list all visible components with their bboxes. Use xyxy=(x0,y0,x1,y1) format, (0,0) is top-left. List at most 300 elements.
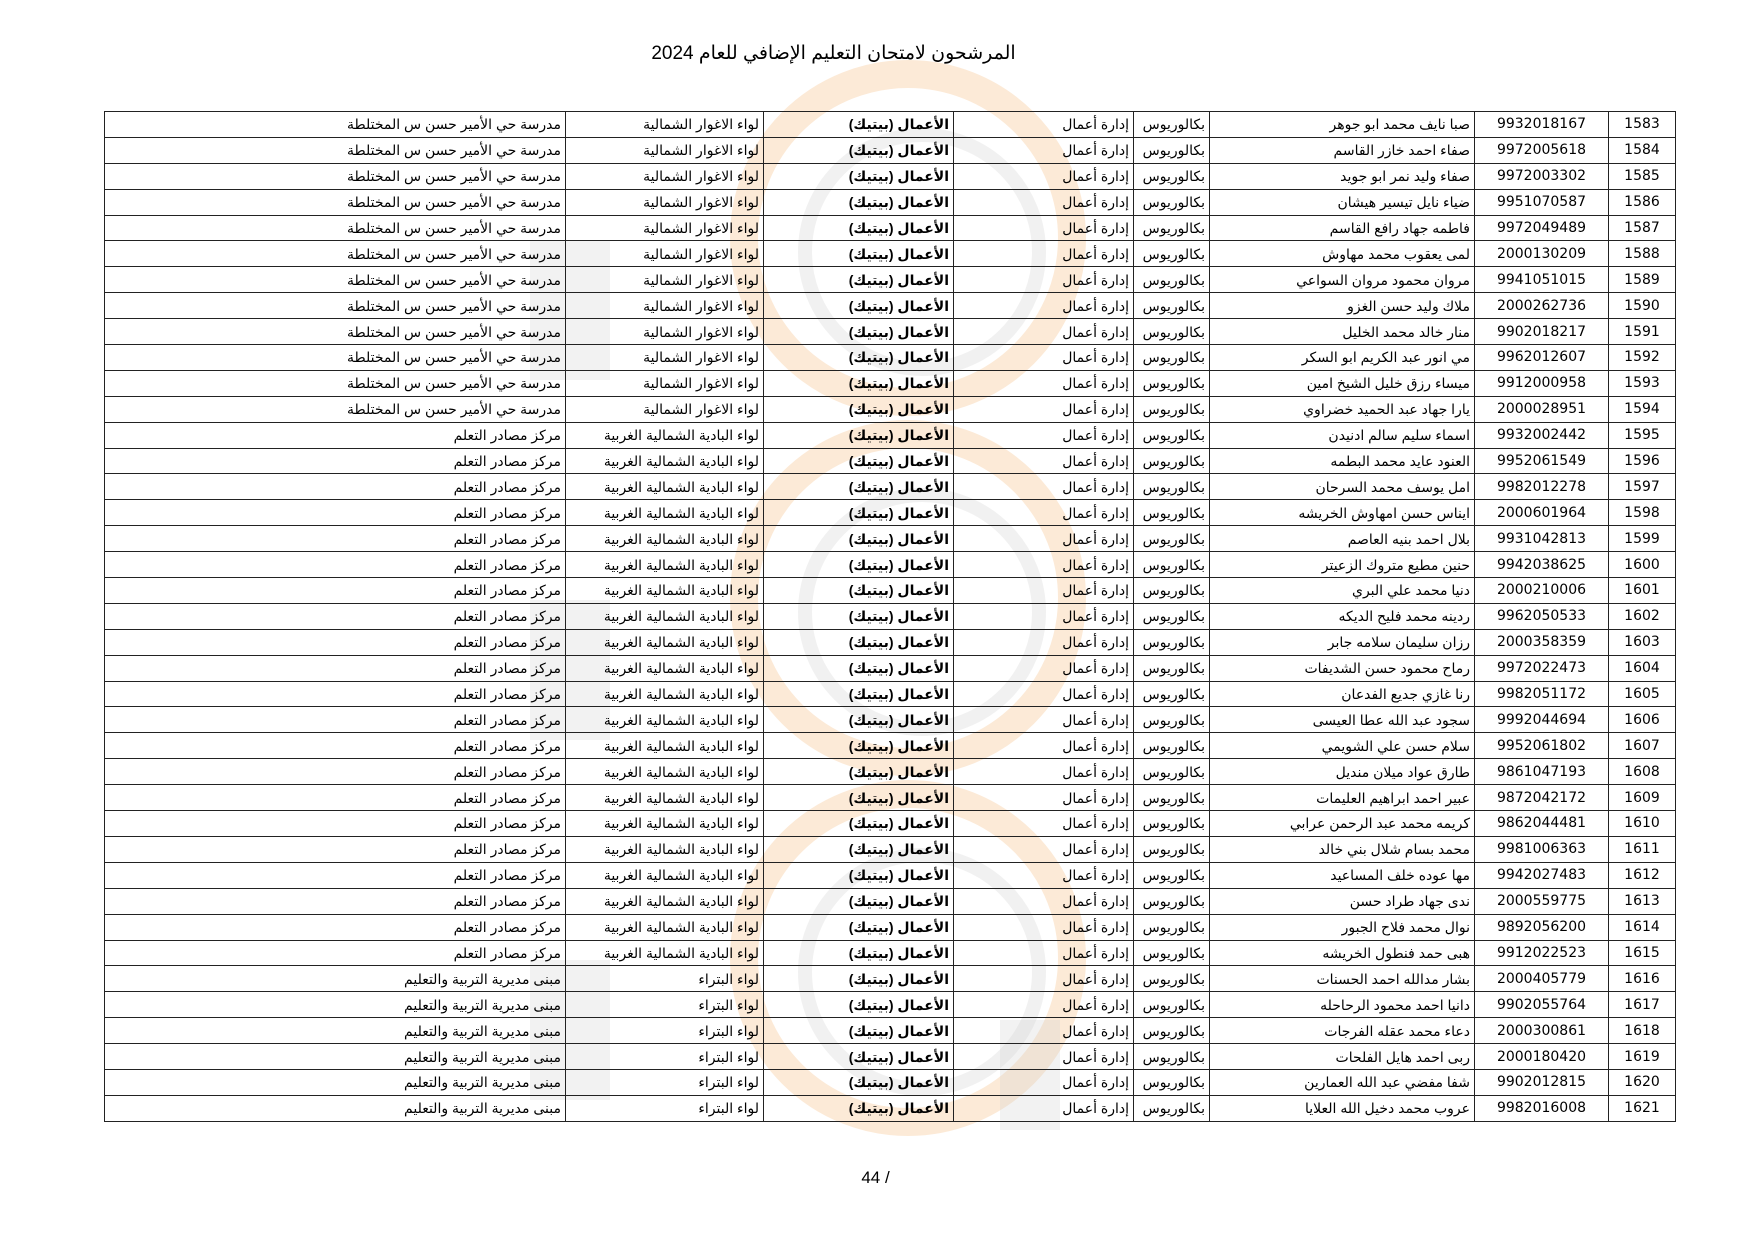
seq-cell: 1616 xyxy=(1609,966,1676,992)
national-id-cell: 2000300861 xyxy=(1475,1018,1609,1044)
specialization-cell: الأعمال (بيتيك) xyxy=(764,474,954,500)
document-title: المرشحون لامتحان التعليم الإضافي للعام 2024 xyxy=(651,43,1016,64)
specialization-cell: الأعمال (بيتيك) xyxy=(764,396,954,422)
branch-cell: إدارة أعمال xyxy=(954,241,1134,267)
national-id-cell: 9962012607 xyxy=(1475,345,1609,371)
directorate-cell: لواء الاغوار الشمالية xyxy=(566,163,764,189)
table-row xyxy=(105,241,1676,267)
seq-cell: 1620 xyxy=(1609,1069,1676,1095)
name-cell: طارق عواد ميلان منديل xyxy=(1210,759,1475,785)
seq-cell: 1596 xyxy=(1609,448,1676,474)
branch-cell: إدارة أعمال xyxy=(954,785,1134,811)
specialization-cell: الأعمال (بيتيك) xyxy=(764,241,954,267)
degree-cell: بكالوريوس xyxy=(1134,163,1210,189)
degree-cell: بكالوريوس xyxy=(1134,1018,1210,1044)
name-cell: مي انور عبد الكريم ابو السكر xyxy=(1210,345,1475,371)
directorate-cell: لواء البتراء xyxy=(566,1044,764,1070)
degree-cell: بكالوريوس xyxy=(1134,707,1210,733)
exam-center-cell: مركز مصادر التعلم xyxy=(105,733,566,759)
degree-cell: بكالوريوس xyxy=(1134,629,1210,655)
exam-center-cell: مركز مصادر التعلم xyxy=(105,655,566,681)
name-cell: صبا نايف محمد ابو جوهر xyxy=(1210,112,1475,138)
directorate-cell: لواء البادية الشمالية الغربية xyxy=(566,578,764,604)
national-id-cell: 9982016008 xyxy=(1475,1095,1609,1121)
name-cell: ردينه محمد فليح الديكه xyxy=(1210,603,1475,629)
national-id-cell: 2000130209 xyxy=(1475,241,1609,267)
branch-cell: إدارة أعمال xyxy=(954,966,1134,992)
national-id-cell: 9952061549 xyxy=(1475,448,1609,474)
specialization-cell: الأعمال (بيتيك) xyxy=(764,655,954,681)
seq-cell: 1617 xyxy=(1609,992,1676,1018)
degree-cell: بكالوريوس xyxy=(1134,189,1210,215)
seq-cell: 1613 xyxy=(1609,888,1676,914)
exam-center-cell: مركز مصادر التعلم xyxy=(105,811,566,837)
branch-cell: إدارة أعمال xyxy=(954,914,1134,940)
exam-center-cell: مبنى مديرية التربية والتعليم xyxy=(105,1018,566,1044)
name-cell: العنود عايد محمد البطمه xyxy=(1210,448,1475,474)
seq-cell: 1600 xyxy=(1609,552,1676,578)
specialization-cell: الأعمال (بيتيك) xyxy=(764,293,954,319)
seq-cell: 1614 xyxy=(1609,914,1676,940)
directorate-cell: لواء البادية الشمالية الغربية xyxy=(566,914,764,940)
specialization-cell: الأعمال (بيتيك) xyxy=(764,888,954,914)
table-row xyxy=(105,137,1676,163)
exam-center-cell: مدرسة حي الأمير حسن س المختلطة xyxy=(105,267,566,293)
specialization-cell: الأعمال (بيتيك) xyxy=(764,189,954,215)
national-id-cell: 2000262736 xyxy=(1475,293,1609,319)
branch-cell: إدارة أعمال xyxy=(954,474,1134,500)
national-id-cell: 9992044694 xyxy=(1475,707,1609,733)
branch-cell: إدارة أعمال xyxy=(954,655,1134,681)
name-cell: ضياء نايل تيسير هيشان xyxy=(1210,189,1475,215)
specialization-cell: الأعمال (بيتيك) xyxy=(764,836,954,862)
directorate-cell: لواء البادية الشمالية الغربية xyxy=(566,552,764,578)
seq-cell: 1595 xyxy=(1609,422,1676,448)
directorate-cell: لواء البادية الشمالية الغربية xyxy=(566,448,764,474)
national-id-cell: 9972005618 xyxy=(1475,137,1609,163)
specialization-cell: الأعمال (بيتيك) xyxy=(764,370,954,396)
name-cell: هبى حمد فنطول الخريشه xyxy=(1210,940,1475,966)
branch-cell: إدارة أعمال xyxy=(954,112,1134,138)
seq-cell: 1607 xyxy=(1609,733,1676,759)
branch-cell: إدارة أعمال xyxy=(954,163,1134,189)
name-cell: امل يوسف محمد السرحان xyxy=(1210,474,1475,500)
branch-cell: إدارة أعمال xyxy=(954,707,1134,733)
table-row xyxy=(105,836,1676,862)
table-row xyxy=(105,319,1676,345)
name-cell: دانيا احمد محمود الرحاحله xyxy=(1210,992,1475,1018)
exam-center-cell: مركز مصادر التعلم xyxy=(105,707,566,733)
candidates-table xyxy=(104,111,1676,1122)
seq-cell: 1597 xyxy=(1609,474,1676,500)
table-row xyxy=(105,862,1676,888)
seq-cell: 1609 xyxy=(1609,785,1676,811)
name-cell: صفاء وليد نمر ابو جويد xyxy=(1210,163,1475,189)
branch-cell: إدارة أعمال xyxy=(954,448,1134,474)
directorate-cell: لواء البادية الشمالية الغربية xyxy=(566,422,764,448)
degree-cell: بكالوريوس xyxy=(1134,733,1210,759)
degree-cell: بكالوريوس xyxy=(1134,888,1210,914)
specialization-cell: الأعمال (بيتيك) xyxy=(764,992,954,1018)
specialization-cell: الأعمال (بيتيك) xyxy=(764,578,954,604)
seq-cell: 1604 xyxy=(1609,655,1676,681)
degree-cell: بكالوريوس xyxy=(1134,1044,1210,1070)
table-row xyxy=(105,681,1676,707)
national-id-cell: 9912000958 xyxy=(1475,370,1609,396)
directorate-cell: لواء البادية الشمالية الغربية xyxy=(566,836,764,862)
exam-center-cell: مركز مصادر التعلم xyxy=(105,888,566,914)
directorate-cell: لواء البادية الشمالية الغربية xyxy=(566,681,764,707)
exam-center-cell: مبنى مديرية التربية والتعليم xyxy=(105,1069,566,1095)
national-id-cell: 9962050533 xyxy=(1475,603,1609,629)
exam-center-cell: مركز مصادر التعلم xyxy=(105,448,566,474)
seq-cell: 1588 xyxy=(1609,241,1676,267)
table-row xyxy=(105,112,1676,138)
national-id-cell: 9981006363 xyxy=(1475,836,1609,862)
branch-cell: إدارة أعمال xyxy=(954,1095,1134,1121)
degree-cell: بكالوريوس xyxy=(1134,1069,1210,1095)
specialization-cell: الأعمال (بيتيك) xyxy=(764,1095,954,1121)
exam-center-cell: مركز مصادر التعلم xyxy=(105,603,566,629)
directorate-cell: لواء البادية الشمالية الغربية xyxy=(566,603,764,629)
degree-cell: بكالوريوس xyxy=(1134,526,1210,552)
exam-center-cell: مدرسة حي الأمير حسن س المختلطة xyxy=(105,293,566,319)
name-cell: لمى يعقوب محمد مهاوش xyxy=(1210,241,1475,267)
degree-cell: بكالوريوس xyxy=(1134,862,1210,888)
seq-cell: 1615 xyxy=(1609,940,1676,966)
exam-center-cell: مركز مصادر التعلم xyxy=(105,474,566,500)
branch-cell: إدارة أعمال xyxy=(954,733,1134,759)
seq-cell: 1585 xyxy=(1609,163,1676,189)
exam-center-cell: مدرسة حي الأمير حسن س المختلطة xyxy=(105,163,566,189)
degree-cell: بكالوريوس xyxy=(1134,137,1210,163)
branch-cell: إدارة أعمال xyxy=(954,1018,1134,1044)
specialization-cell: الأعمال (بيتيك) xyxy=(764,1044,954,1070)
exam-center-cell: مركز مصادر التعلم xyxy=(105,578,566,604)
degree-cell: بكالوريوس xyxy=(1134,836,1210,862)
exam-center-cell: مبنى مديرية التربية والتعليم xyxy=(105,966,566,992)
branch-cell: إدارة أعمال xyxy=(954,888,1134,914)
table-row xyxy=(105,940,1676,966)
specialization-cell: الأعمال (بيتيك) xyxy=(764,1018,954,1044)
name-cell: رزان سليمان سلامه جابر xyxy=(1210,629,1475,655)
seq-cell: 1590 xyxy=(1609,293,1676,319)
specialization-cell: الأعمال (بيتيك) xyxy=(764,1069,954,1095)
seq-cell: 1586 xyxy=(1609,189,1676,215)
national-id-cell: 9861047193 xyxy=(1475,759,1609,785)
national-id-cell: 2000601964 xyxy=(1475,500,1609,526)
national-id-cell: 9982012278 xyxy=(1475,474,1609,500)
page-number-label: 44 / xyxy=(861,1168,890,1187)
national-id-cell: 9972003302 xyxy=(1475,163,1609,189)
specialization-cell: الأعمال (بيتيك) xyxy=(764,500,954,526)
seq-cell: 1589 xyxy=(1609,267,1676,293)
table-row xyxy=(105,396,1676,422)
name-cell: سجود عبد الله عطا العيسى xyxy=(1210,707,1475,733)
exam-center-cell: مركز مصادر التعلم xyxy=(105,940,566,966)
national-id-cell: 9932018167 xyxy=(1475,112,1609,138)
degree-cell: بكالوريوس xyxy=(1134,448,1210,474)
directorate-cell: لواء الاغوار الشمالية xyxy=(566,396,764,422)
page-number xyxy=(0,1168,1755,1188)
degree-cell: بكالوريوس xyxy=(1134,655,1210,681)
seq-cell: 1612 xyxy=(1609,862,1676,888)
name-cell: ملاك وليد حسن الغزو xyxy=(1210,293,1475,319)
degree-cell: بكالوريوس xyxy=(1134,396,1210,422)
exam-center-cell: مبنى مديرية التربية والتعليم xyxy=(105,1095,566,1121)
name-cell: اسماء سليم سالم ادنيدن xyxy=(1210,422,1475,448)
degree-cell: بكالوريوس xyxy=(1134,474,1210,500)
exam-center-cell: مركز مصادر التعلم xyxy=(105,500,566,526)
national-id-cell: 2000210006 xyxy=(1475,578,1609,604)
exam-center-cell: مدرسة حي الأمير حسن س المختلطة xyxy=(105,396,566,422)
directorate-cell: لواء البتراء xyxy=(566,1069,764,1095)
branch-cell: إدارة أعمال xyxy=(954,1044,1134,1070)
seq-cell: 1605 xyxy=(1609,681,1676,707)
seq-cell: 1610 xyxy=(1609,811,1676,837)
table-row xyxy=(105,992,1676,1018)
exam-center-cell: مركز مصادر التعلم xyxy=(105,836,566,862)
degree-cell: بكالوريوس xyxy=(1134,966,1210,992)
directorate-cell: لواء البتراء xyxy=(566,1018,764,1044)
branch-cell: إدارة أعمال xyxy=(954,370,1134,396)
name-cell: دنيا محمد علي البري xyxy=(1210,578,1475,604)
specialization-cell: الأعمال (بيتيك) xyxy=(764,163,954,189)
exam-center-cell: مدرسة حي الأمير حسن س المختلطة xyxy=(105,370,566,396)
specialization-cell: الأعمال (بيتيك) xyxy=(764,707,954,733)
name-cell: بلال احمد بنيه العاصم xyxy=(1210,526,1475,552)
table-row xyxy=(105,448,1676,474)
table-row xyxy=(105,370,1676,396)
national-id-cell: 9932002442 xyxy=(1475,422,1609,448)
degree-cell: بكالوريوس xyxy=(1134,241,1210,267)
specialization-cell: الأعمال (بيتيك) xyxy=(764,966,954,992)
table-row xyxy=(105,785,1676,811)
directorate-cell: لواء البادية الشمالية الغربية xyxy=(566,759,764,785)
specialization-cell: الأعمال (بيتيك) xyxy=(764,526,954,552)
branch-cell: إدارة أعمال xyxy=(954,189,1134,215)
national-id-cell: 9902018217 xyxy=(1475,319,1609,345)
table-row xyxy=(105,163,1676,189)
specialization-cell: الأعمال (بيتيك) xyxy=(764,552,954,578)
national-id-cell: 2000028951 xyxy=(1475,396,1609,422)
degree-cell: بكالوريوس xyxy=(1134,940,1210,966)
directorate-cell: لواء الاغوار الشمالية xyxy=(566,112,764,138)
table-row xyxy=(105,1044,1676,1070)
national-id-cell: 2000358359 xyxy=(1475,629,1609,655)
degree-cell: بكالوريوس xyxy=(1134,112,1210,138)
exam-center-cell: مبنى مديرية التربية والتعليم xyxy=(105,992,566,1018)
directorate-cell: لواء البتراء xyxy=(566,966,764,992)
degree-cell: بكالوريوس xyxy=(1134,992,1210,1018)
degree-cell: بكالوريوس xyxy=(1134,319,1210,345)
degree-cell: بكالوريوس xyxy=(1134,215,1210,241)
specialization-cell: الأعمال (بيتيك) xyxy=(764,862,954,888)
exam-center-cell: مركز مصادر التعلم xyxy=(105,785,566,811)
specialization-cell: الأعمال (بيتيك) xyxy=(764,448,954,474)
name-cell: مروان محمود مروان السواعي xyxy=(1210,267,1475,293)
national-id-cell: 9892056200 xyxy=(1475,914,1609,940)
specialization-cell: الأعمال (بيتيك) xyxy=(764,422,954,448)
degree-cell: بكالوريوس xyxy=(1134,603,1210,629)
name-cell: دعاء محمد عقله الفرجات xyxy=(1210,1018,1475,1044)
seq-cell: 1602 xyxy=(1609,603,1676,629)
branch-cell: إدارة أعمال xyxy=(954,811,1134,837)
directorate-cell: لواء البادية الشمالية الغربية xyxy=(566,785,764,811)
national-id-cell: 9941051015 xyxy=(1475,267,1609,293)
branch-cell: إدارة أعمال xyxy=(954,759,1134,785)
seq-cell: 1587 xyxy=(1609,215,1676,241)
specialization-cell: الأعمال (بيتيك) xyxy=(764,785,954,811)
directorate-cell: لواء الاغوار الشمالية xyxy=(566,215,764,241)
branch-cell: إدارة أعمال xyxy=(954,940,1134,966)
degree-cell: بكالوريوس xyxy=(1134,1095,1210,1121)
directorate-cell: لواء البتراء xyxy=(566,992,764,1018)
specialization-cell: الأعمال (بيتيك) xyxy=(764,215,954,241)
branch-cell: إدارة أعمال xyxy=(954,500,1134,526)
exam-center-cell: مركز مصادر التعلم xyxy=(105,914,566,940)
table-row xyxy=(105,267,1676,293)
degree-cell: بكالوريوس xyxy=(1134,370,1210,396)
national-id-cell: 9942027483 xyxy=(1475,862,1609,888)
seq-cell: 1594 xyxy=(1609,396,1676,422)
exam-center-cell: مدرسة حي الأمير حسن س المختلطة xyxy=(105,215,566,241)
national-id-cell: 2000180420 xyxy=(1475,1044,1609,1070)
table-row xyxy=(105,345,1676,371)
seq-cell: 1599 xyxy=(1609,526,1676,552)
directorate-cell: لواء البادية الشمالية الغربية xyxy=(566,655,764,681)
directorate-cell: لواء البادية الشمالية الغربية xyxy=(566,707,764,733)
directorate-cell: لواء البادية الشمالية الغربية xyxy=(566,811,764,837)
table-row xyxy=(105,759,1676,785)
exam-center-cell: مدرسة حي الأمير حسن س المختلطة xyxy=(105,319,566,345)
directorate-cell: لواء البتراء xyxy=(566,1095,764,1121)
table-body xyxy=(105,112,1676,1122)
degree-cell: بكالوريوس xyxy=(1134,759,1210,785)
degree-cell: بكالوريوس xyxy=(1134,811,1210,837)
page-title xyxy=(0,42,1755,65)
degree-cell: بكالوريوس xyxy=(1134,578,1210,604)
national-id-cell: 9972049489 xyxy=(1475,215,1609,241)
seq-cell: 1608 xyxy=(1609,759,1676,785)
branch-cell: إدارة أعمال xyxy=(954,1069,1134,1095)
branch-cell: إدارة أعمال xyxy=(954,137,1134,163)
branch-cell: إدارة أعمال xyxy=(954,603,1134,629)
table-row xyxy=(105,707,1676,733)
name-cell: نوال محمد فلاح الجبور xyxy=(1210,914,1475,940)
name-cell: ندى جهاد طراد حسن xyxy=(1210,888,1475,914)
table-row xyxy=(105,1095,1676,1121)
directorate-cell: لواء الاغوار الشمالية xyxy=(566,137,764,163)
branch-cell: إدارة أعمال xyxy=(954,319,1134,345)
name-cell: ربى احمد هايل الفلحات xyxy=(1210,1044,1475,1070)
directorate-cell: لواء البادية الشمالية الغربية xyxy=(566,474,764,500)
national-id-cell: 9872042172 xyxy=(1475,785,1609,811)
exam-center-cell: مركز مصادر التعلم xyxy=(105,422,566,448)
national-id-cell: 9951070587 xyxy=(1475,189,1609,215)
table-row xyxy=(105,966,1676,992)
name-cell: حنين مطيع متروك الزعيتر xyxy=(1210,552,1475,578)
seq-cell: 1583 xyxy=(1609,112,1676,138)
degree-cell: بكالوريوس xyxy=(1134,293,1210,319)
branch-cell: إدارة أعمال xyxy=(954,681,1134,707)
degree-cell: بكالوريوس xyxy=(1134,500,1210,526)
degree-cell: بكالوريوس xyxy=(1134,345,1210,371)
seq-cell: 1584 xyxy=(1609,137,1676,163)
specialization-cell: الأعمال (بيتيك) xyxy=(764,759,954,785)
name-cell: شفا مفضي عبد الله العمارين xyxy=(1210,1069,1475,1095)
name-cell: صفاء احمد خازر القاسم xyxy=(1210,137,1475,163)
degree-cell: بكالوريوس xyxy=(1134,267,1210,293)
directorate-cell: لواء الاغوار الشمالية xyxy=(566,319,764,345)
directorate-cell: لواء البادية الشمالية الغربية xyxy=(566,862,764,888)
specialization-cell: الأعمال (بيتيك) xyxy=(764,914,954,940)
national-id-cell: 2000559775 xyxy=(1475,888,1609,914)
name-cell: رنا غازي جديع الفدعان xyxy=(1210,681,1475,707)
national-id-cell: 2000405779 xyxy=(1475,966,1609,992)
branch-cell: إدارة أعمال xyxy=(954,629,1134,655)
table-row xyxy=(105,500,1676,526)
exam-center-cell: مركز مصادر التعلم xyxy=(105,629,566,655)
table-row xyxy=(105,603,1676,629)
specialization-cell: الأعمال (بيتيك) xyxy=(764,112,954,138)
directorate-cell: لواء البادية الشمالية الغربية xyxy=(566,500,764,526)
exam-center-cell: مركز مصادر التعلم xyxy=(105,552,566,578)
directorate-cell: لواء الاغوار الشمالية xyxy=(566,293,764,319)
branch-cell: إدارة أعمال xyxy=(954,992,1134,1018)
name-cell: محمد بسام شلال بني خالد xyxy=(1210,836,1475,862)
exam-center-cell: مركز مصادر التعلم xyxy=(105,759,566,785)
national-id-cell: 9902012815 xyxy=(1475,1069,1609,1095)
directorate-cell: لواء البادية الشمالية الغربية xyxy=(566,888,764,914)
table-row xyxy=(105,629,1676,655)
branch-cell: إدارة أعمال xyxy=(954,862,1134,888)
name-cell: منار خالد محمد الخليل xyxy=(1210,319,1475,345)
table-row xyxy=(105,733,1676,759)
table-row xyxy=(105,914,1676,940)
table-row xyxy=(105,552,1676,578)
directorate-cell: لواء الاغوار الشمالية xyxy=(566,370,764,396)
branch-cell: إدارة أعمال xyxy=(954,396,1134,422)
branch-cell: إدارة أعمال xyxy=(954,267,1134,293)
exam-center-cell: مدرسة حي الأمير حسن س المختلطة xyxy=(105,112,566,138)
degree-cell: بكالوريوس xyxy=(1134,681,1210,707)
table-row xyxy=(105,293,1676,319)
exam-center-cell: مركز مصادر التعلم xyxy=(105,681,566,707)
table-row xyxy=(105,215,1676,241)
directorate-cell: لواء البادية الشمالية الغربية xyxy=(566,629,764,655)
table-row xyxy=(105,189,1676,215)
specialization-cell: الأعمال (بيتيك) xyxy=(764,319,954,345)
specialization-cell: الأعمال (بيتيك) xyxy=(764,267,954,293)
national-id-cell: 9942038625 xyxy=(1475,552,1609,578)
table-row xyxy=(105,578,1676,604)
degree-cell: بكالوريوس xyxy=(1134,914,1210,940)
branch-cell: إدارة أعمال xyxy=(954,422,1134,448)
branch-cell: إدارة أعمال xyxy=(954,552,1134,578)
seq-cell: 1606 xyxy=(1609,707,1676,733)
seq-cell: 1618 xyxy=(1609,1018,1676,1044)
specialization-cell: الأعمال (بيتيك) xyxy=(764,733,954,759)
seq-cell: 1611 xyxy=(1609,836,1676,862)
name-cell: بشار مدالله احمد الحسنات xyxy=(1210,966,1475,992)
national-id-cell: 9862044481 xyxy=(1475,811,1609,837)
directorate-cell: لواء الاغوار الشمالية xyxy=(566,241,764,267)
exam-center-cell: مدرسة حي الأمير حسن س المختلطة xyxy=(105,345,566,371)
branch-cell: إدارة أعمال xyxy=(954,345,1134,371)
branch-cell: إدارة أعمال xyxy=(954,293,1134,319)
table-row xyxy=(105,655,1676,681)
